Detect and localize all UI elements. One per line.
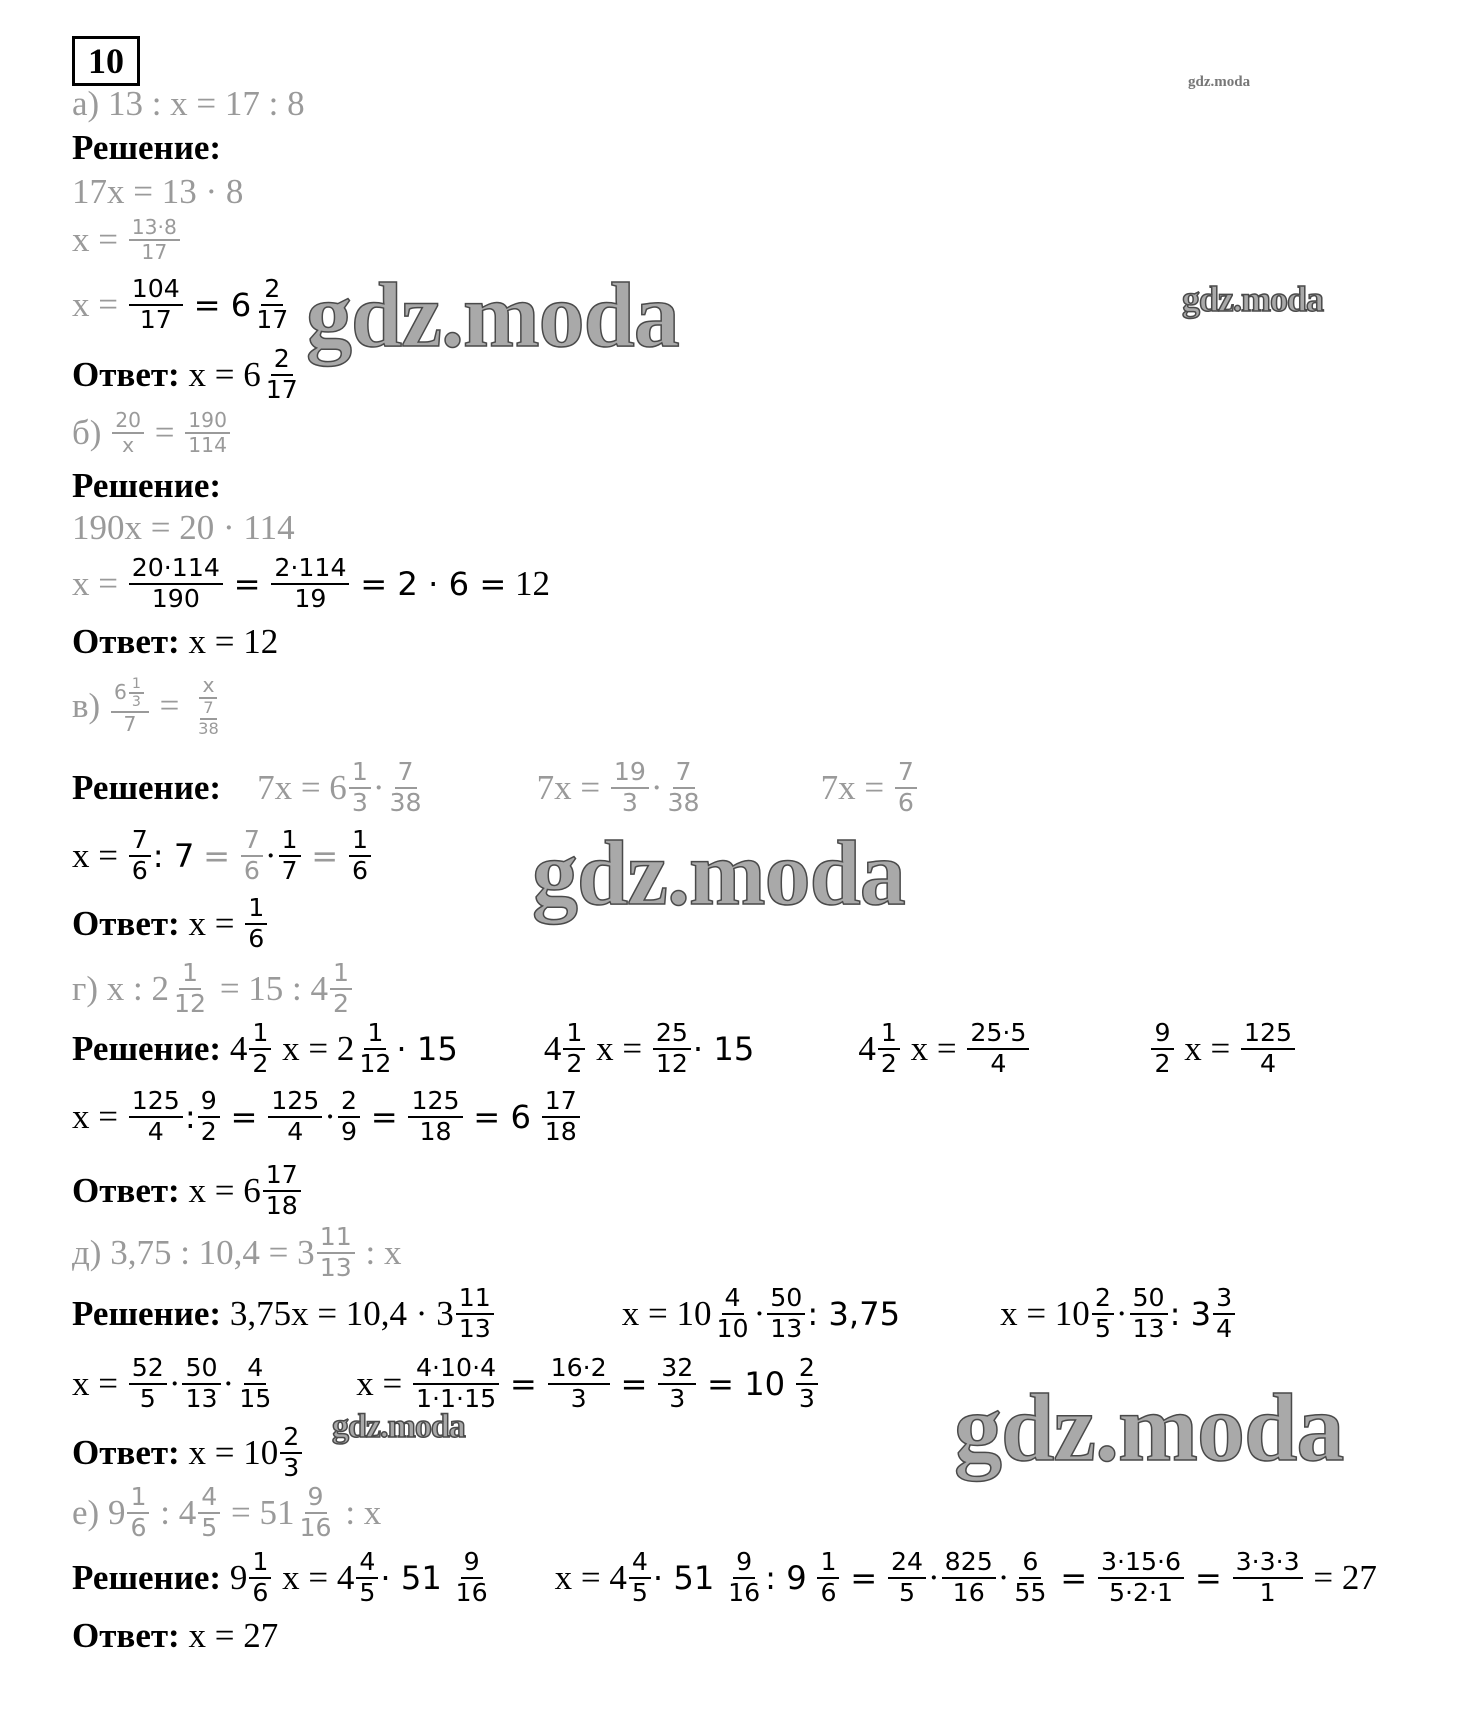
- answer-label: Ответ:: [72, 1171, 180, 1210]
- part-v-text: в): [72, 686, 101, 725]
- part-a-step1: 17x = 13 · 8: [72, 172, 244, 211]
- answer-label: Ответ:: [72, 622, 180, 661]
- part-b-answer: Ответ: x = 12: [72, 622, 279, 661]
- solution-label: Решение:: [72, 1029, 222, 1068]
- answer-label: Ответ:: [72, 904, 180, 943]
- part-g-solution: Решение: 4 $\frac{1}{2}$ x = 2 $\frac{1}{12}$ · 15 4 $\frac{1}{2}$ x = $\frac{25}{12}$ · 15 4 $\frac{1}{2}$ x = $\frac{25\cdot 5}{4}$ $\frac{9}{2}$ x = $\frac{125}{4}$: [72, 1012, 1297, 1086]
- part-v-step2: x = $\frac{7}{6}$ : 7 = $\frac{7}{6}$ · $\frac{1}{7}$ = $\frac{1}{6}$: [72, 820, 373, 892]
- watermark-large-1: gdz.moda: [306, 264, 679, 366]
- part-g-condition: г) x : 2 $\frac{1}{12}$ = 15 : 4 $\frac{1}{2}$: [72, 956, 354, 1022]
- watermark-small-top: gdz.moda: [1188, 74, 1251, 90]
- solution-label: Решение:: [72, 768, 222, 807]
- part-g-answer: Ответ: x = 6 $\frac{17}{18}$: [72, 1154, 303, 1228]
- watermark-right-top: gdz.moda: [1182, 279, 1324, 319]
- solution-label: Решение:: [72, 1558, 222, 1597]
- part-v-answer: Ответ: x = $\frac{1}{6}$: [72, 888, 269, 960]
- watermark-large-2: gdz.moda: [532, 822, 905, 924]
- part-a-text: а) 13 : x = 17 : 8: [72, 84, 305, 123]
- part-d-answer: Ответ: x = 10 $\frac{2}{3}$: [72, 1416, 304, 1490]
- part-a-step2: x = $\frac{13\cdot 8}{17}$: [72, 212, 182, 268]
- solution-label: Решение:: [72, 1294, 222, 1333]
- part-d-text: д) 3,75 : 10,4 = 3: [72, 1233, 315, 1272]
- part-a-solution-label: [72, 128, 221, 168]
- part-v-condition: в) 6 $\frac{1}{3}$ 7 = $\frac{x}{\frac{7}{38}}$: [72, 672, 219, 738]
- part-e-text: е) 9: [72, 1493, 126, 1532]
- part-b-solution-label: [72, 466, 221, 506]
- part-d-condition: д) 3,75 : 10,4 = 3 $\frac{11}{13}$ : x: [72, 1222, 402, 1282]
- part-d-step2: x = $\frac{52}{5}$ · $\frac{50}{13}$ · $\frac{4}{15}$ x = $\frac{4\cdot 10\cdot 4}{1\cdot 1\cdot 15}$ = $\frac{16\cdot 2}{3}$ = $\frac{32}{3}$ = 10 $\frac{2}{3}$: [72, 1346, 820, 1422]
- part-v-solution: Решение: 7x = 6 $\frac{1}{3}$ · $\frac{7}{38}$ 7x = $\frac{19}{3}$ · $\frac{7}{38}$ 7x = $\frac{7}{6}$: [72, 752, 919, 824]
- part-a-step3: x = $\frac{104}{17}$ = 6 $\frac{2}{17}$: [72, 274, 289, 334]
- part-a-answer: Ответ: x = 6 $\frac{2}{17}$: [72, 344, 298, 404]
- part-e-solution: Решение: 9 $\frac{1}{6}$ x = 4 $\frac{4}{5}$ · 51 $\frac{9}{16}$ x = 4 $\frac{4}{5}$ · 51 $\frac{9}{16}$ : 9 $\frac{1}{6}$ = $\frac{24}{5}$ · $\frac{825}{16}$ · $\frac{6}{55}$ = $\frac{3\cdot 15\cdot 6}{5\cdot 2\cdot 1}$ = $\frac{3\cdot 3\cdot 3}{1}$ = 27: [72, 1547, 1377, 1607]
- solution-label: Решение:: [72, 128, 222, 167]
- watermark-large-3: gdz.moda: [954, 1374, 1344, 1481]
- part-b-step1: 190x = 20 · 114: [72, 508, 295, 547]
- part-b-text: б): [72, 413, 102, 452]
- part-e-condition: е) 9 $\frac{1}{6}$ : 4 $\frac{4}{5}$ = 51 $\frac{9}{16}$ : x: [72, 1482, 382, 1542]
- part-g-text: г) x : 2: [72, 969, 169, 1008]
- part-b-step2: x = $\frac{20\cdot 114}{190}$ = $\frac{2\cdot 114}{19}$ = 2 · 6 = 12: [72, 553, 551, 613]
- part-a-condition: [72, 84, 305, 124]
- part-e-answer: Ответ: x = 27: [72, 1616, 279, 1655]
- part-g-step2: x = $\frac{125}{4}$ : $\frac{9}{2}$ = $\frac{125}{4}$ · $\frac{2}{9}$ = $\frac{125}{18}$ = 6 $\frac{17}{18}$: [72, 1080, 582, 1154]
- part-d-solution: Решение: 3,75x = 10,4 · 3 $\frac{11}{13}$ x = 10 $\frac{4}{10}$ · $\frac{50}{13}$ : 3,75 x = 10 $\frac{2}{5}$ · $\frac{50}{13}$ : 3 $\frac{3}{4}$: [72, 1276, 1237, 1352]
- solution-label: Решение:: [72, 466, 222, 505]
- answer-label: Ответ:: [72, 1616, 180, 1655]
- answer-label: Ответ:: [72, 1433, 180, 1472]
- watermark-small-bottom: gdz.moda: [332, 1408, 465, 1445]
- part-b-condition: б) $\frac{20}{x}$ = $\frac{190}{114}$: [72, 402, 232, 464]
- answer-label: Ответ:: [72, 355, 180, 394]
- problem-number: 10: [72, 36, 140, 86]
